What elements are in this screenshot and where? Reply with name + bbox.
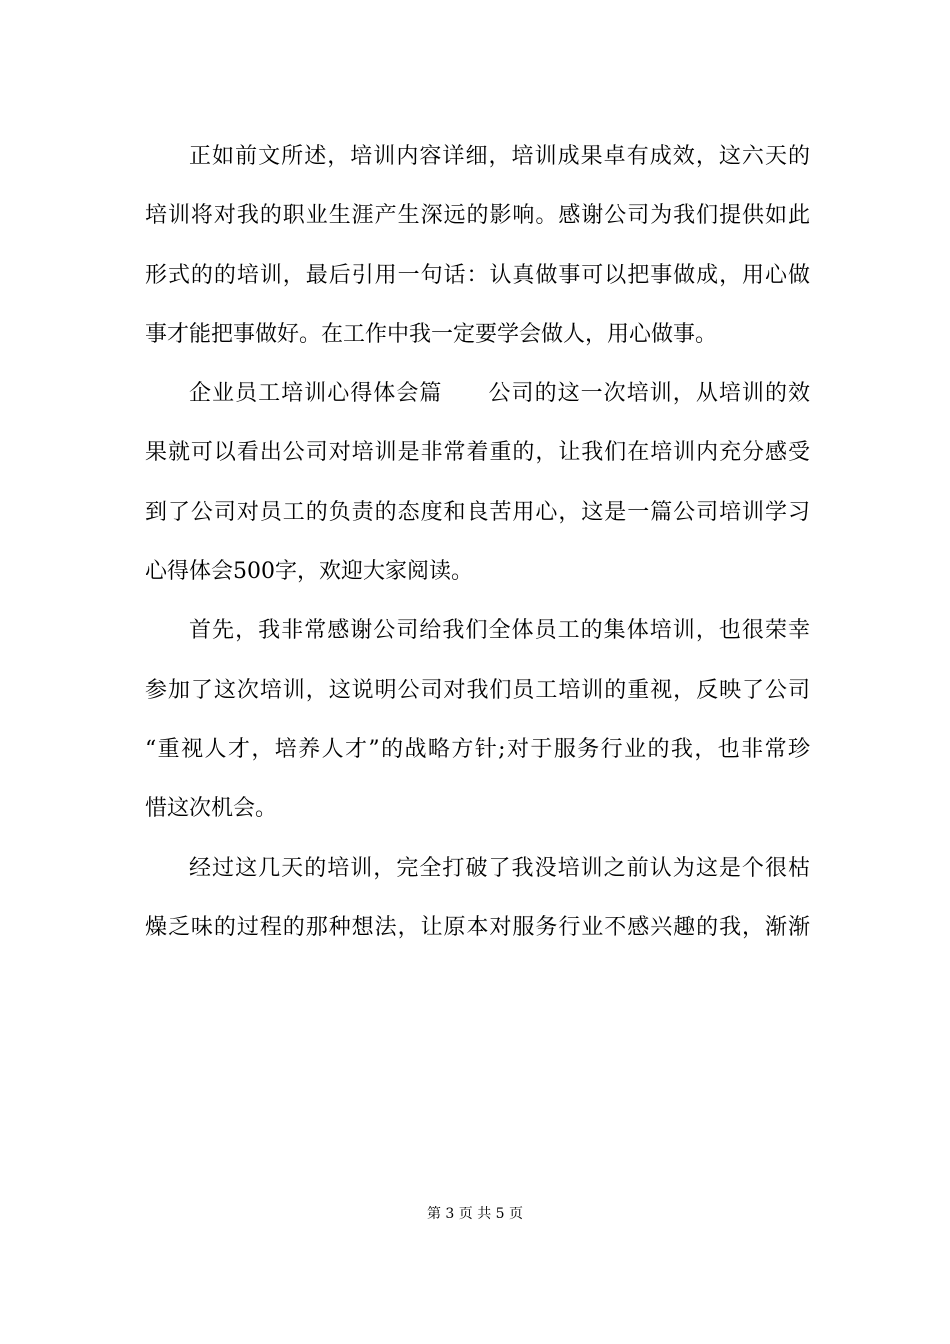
text-line: 培训将对我的职业生涯产生深远的影响。感谢公司为我们提供如此 (145, 203, 810, 229)
text-line: 惜这次机会。 (145, 796, 278, 822)
text-line: 首先，我非常感谢公司给我们全体员工的集体培训，也很荣幸 (189, 618, 810, 644)
text-line: 果就可以看出公司对培训是非常着重的，让我们在培训内充分感受 (145, 440, 810, 466)
text-line: 事才能把事做好。在工作中我一定要学会做人，用心做事。 (145, 321, 718, 347)
text-line: 心得体会500字，欢迎大家阅读。 (145, 559, 473, 585)
text-line: 到了公司对员工的负责的态度和良苦用心，这是一篇公司培训学习 (145, 499, 810, 525)
text-line: 燥乏味的过程的那种想法，让原本对服务行业不感兴趣的我，渐渐 (145, 914, 810, 940)
text-line: 正如前文所述，培训内容详细，培训成果卓有成效，这六天的 (189, 144, 810, 169)
text-line: “重视人才，培养人才”的战略方针;对于服务行业的我，也非常珍 (145, 736, 810, 762)
text-line: 企业员工培训心得体会篇 公司的这一次培训，从培训的效 (189, 381, 810, 407)
text-line: 经过这几天的培训，完全打破了我没培训之前认为这是个很枯 (189, 855, 810, 881)
text-line: 参加了这次培训，这说明公司对我们员工培训的重视，反映了公司 (145, 677, 810, 703)
page-number-label: 第 3 页 共 5 页 (426, 1206, 524, 1222)
body-text (145, 127, 810, 957)
text-line: 形式的的培训，最后引用一句话：认真做事可以把事做成，用心做 (145, 262, 810, 288)
page-footer (0, 1204, 950, 1224)
